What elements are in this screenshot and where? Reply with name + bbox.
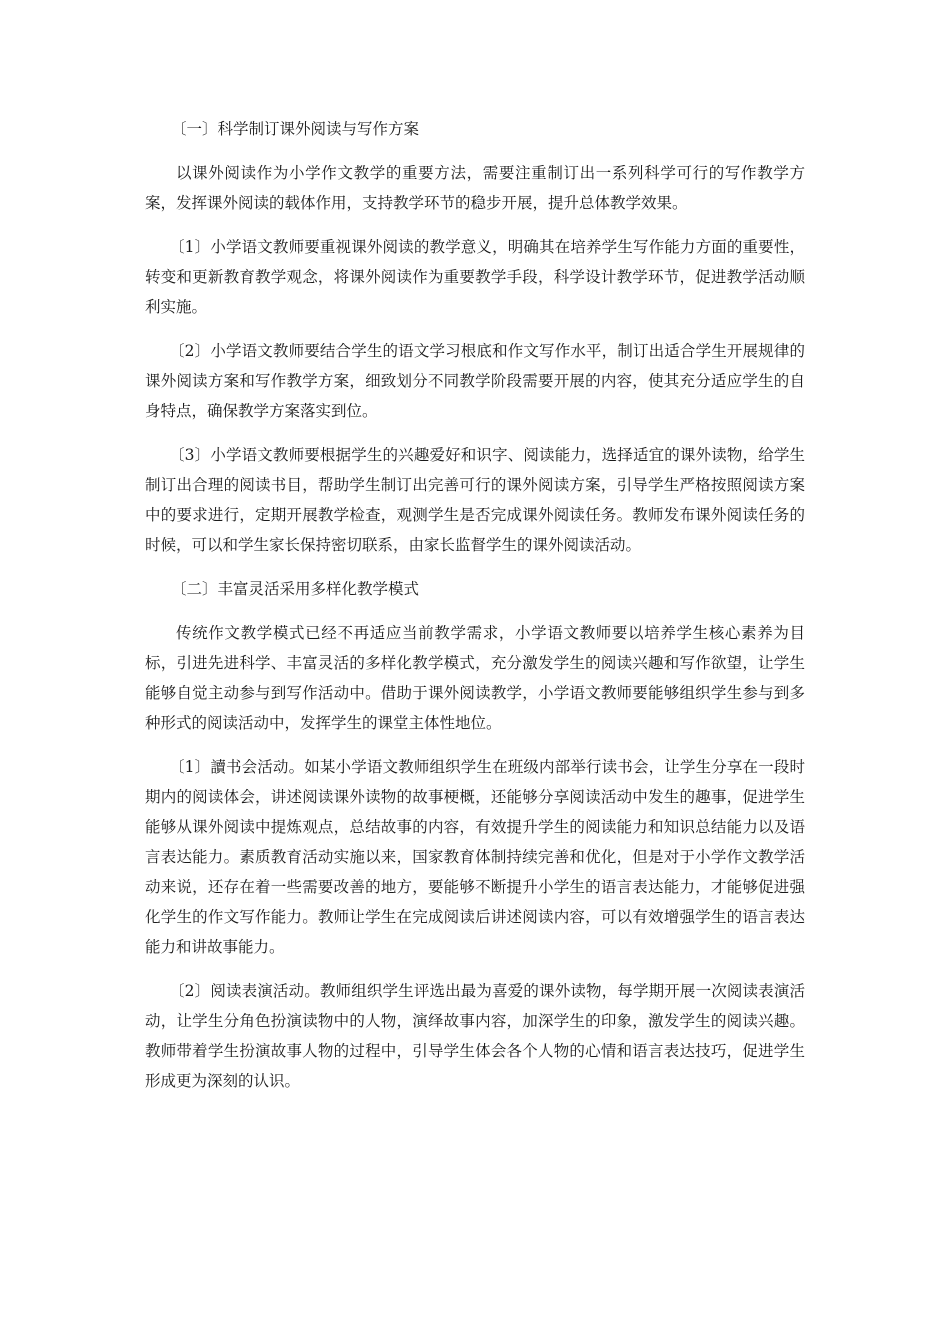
- section2-item-2: 〔2〕阅读表演活动。教师组织学生评选出最为喜爱的课外读物，每学期开展一次阅读表演活动，让学生分角色扮演读物中的人物，演绎故事内容，加深学生的印象，激发学生的阅读兴趣。教师带着学生扮演故事人物的过程中，引导学生体会各个人物的心情和语言表达技巧，促进学生形成更为深刻的认识。: [145, 982, 805, 1090]
- section-intro-2: 传统作文教学模式已经不再适应当前教学需求，小学语文教师要以培养学生核心素养为目标，引进先进科学、丰富灵活的多样化教学模式，充分激发学生的阅读兴趣和写作欲望，让学生能够自觉主动参与到写作活动中。借助于课外阅读教学，小学语文教师要能够组织学生参与到多种形式的阅读活动中，发挥学生的课堂主体性地位。: [145, 624, 805, 732]
- section1-item-1: 〔1〕小学语文教师要重视课外阅读的教学意义，明确其在培养学生写作能力方面的重要性，转变和更新教育教学观念，将课外阅读作为重要教学手段，科学设计教学环节，促进教学活动顺利实施。: [145, 238, 805, 316]
- section2-item-1: 〔1〕讀书会活动。如某小学语文教师组织学生在班级内部举行读书会，让学生分享在一段时期内的阅读体会，讲述阅读课外读物的故事梗概，还能够分享阅读活动中发生的趣事，促进学生能够从课外阅读中提炼观点，总结故事的内容，有效提升学生的阅读能力和知识总结能力以及语言表达能力。素质教育活动实施以来，国家教育体制持续完善和优化，但是对于小学作文教学活动来说，还存在着一些需要改善的地方，要能够不断提升小学生的语言表达能力，才能够促进强化学生的作文写作能力。教师让学生在完成阅读后讲述阅读内容，可以有效增强学生的语言表达能力和讲故事能力。: [145, 758, 805, 956]
- section-heading-1: 〔一〕科学制订课外阅读与写作方案: [171, 120, 420, 138]
- section-heading-2: 〔二〕丰富灵活采用多样化教学模式: [171, 580, 420, 598]
- document-body: [145, 114, 805, 1110]
- section-intro-1: 以课外阅读作为小学作文教学的重要方法，需要注重制订出一系列科学可行的写作教学方案，发挥课外阅读的载体作用，支持教学环节的稳步开展，提升总体教学效果。: [145, 164, 805, 212]
- section1-item-2: 〔2〕小学语文教师要结合学生的语文学习根底和作文写作水平，制订出适合学生开展规律的课外阅读方案和写作教学方案，细致划分不同教学阶段需要开展的内容，使其充分适应学生的自身特点，确保教学方案落实到位。: [145, 342, 805, 420]
- section1-item-3: 〔3〕小学语文教师要根据学生的兴趣爱好和识字、阅读能力，选择适宜的课外读物，给学生制订出合理的阅读书目，帮助学生制订出完善可行的课外阅读方案，引导学生严格按照阅读方案中的要求进行，定期开展教学检查，观测学生是否完成课外阅读任务。教师发布课外阅读任务的时候，可以和学生家长保持密切联系，由家长监督学生的课外阅读活动。: [145, 446, 805, 554]
